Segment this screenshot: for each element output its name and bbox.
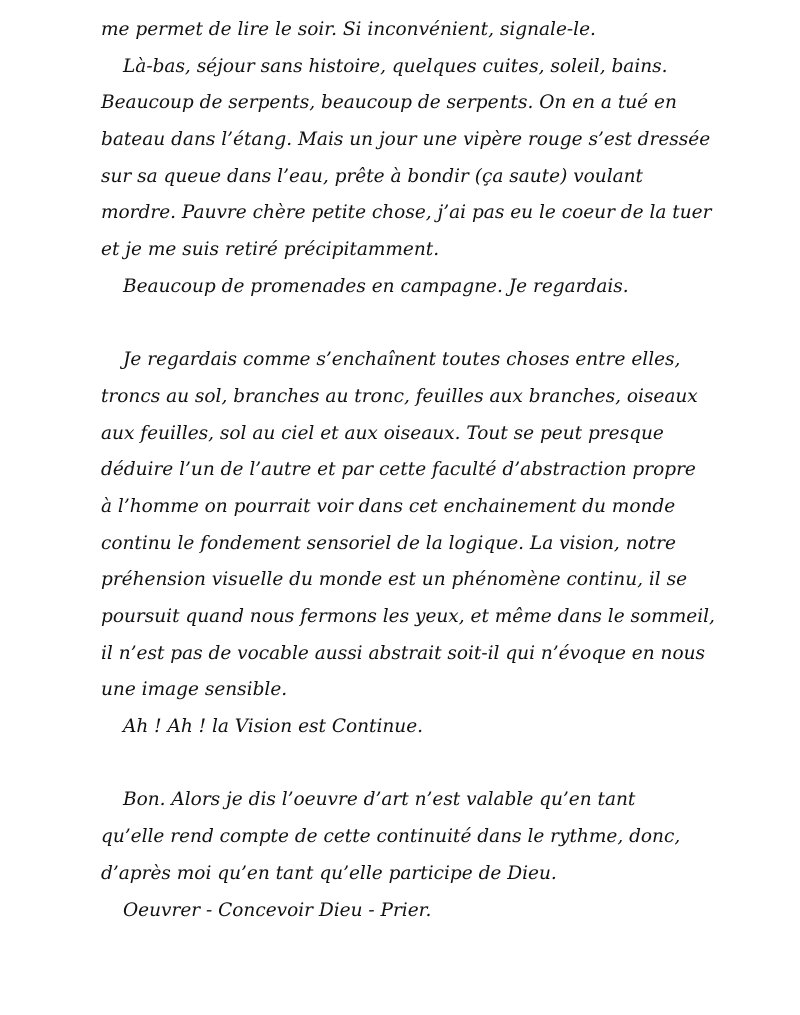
text-line: Là-bas, séjour sans histoire, quelques cuites, soleil, bains.: [123, 55, 668, 77]
text-line: et je me suis retiré précipitamment.: [101, 239, 440, 261]
text-line: à l’homme on pourrait voir dans cet enchainement du monde: [101, 495, 676, 517]
text-line: qu’elle rend compte de cette continuité dans le rythme, donc,: [101, 826, 681, 848]
text-line: mordre. Pauvre chère petite chose, j’ai pas eu le coeur de la tuer: [101, 202, 712, 224]
paragraph-2: [101, 49, 741, 269]
paragraph-1: [101, 12, 741, 49]
text-line: Ah ! Ah ! la Vision est Continue.: [123, 716, 424, 738]
paragraph-5: [101, 709, 741, 746]
text-line: d’après moi qu’en tant qu’elle participe de Dieu.: [101, 862, 557, 884]
paragraph-7: [101, 893, 741, 930]
paragraph-spacer: [101, 746, 741, 783]
paragraph-6: [101, 782, 741, 892]
text-line: me permet de lire le soir. Si inconvénient, signale-le.: [101, 19, 596, 40]
text-line: continu le fondement sensoriel de la logique. La vision, notre: [101, 532, 676, 554]
text-line: Bon. Alors je dis l’oeuvre d’art n’est valable qu’en tant: [123, 789, 636, 811]
text-line: poursuit quand nous fermons les yeux, et même dans le sommeil,: [101, 606, 715, 627]
text-line: il n’est pas de vocable aussi abstrait soit-il qui n’évoque en nous: [101, 642, 706, 664]
document-page: [101, 12, 741, 929]
text-line: troncs au sol, branches au tronc, feuilles aux branches, oiseaux: [101, 385, 698, 407]
text-line: sur sa queue dans l’eau, prête à bondir (ça saute) voulant: [101, 165, 643, 187]
text-line: Je regardais comme s’enchaînent toutes choses entre elles,: [123, 349, 681, 371]
paragraph-spacer: [101, 306, 741, 343]
text-line: Oeuvrer - Concevoir Dieu - Prier.: [123, 899, 432, 921]
paragraph-4: [101, 342, 741, 709]
paragraph-3: [101, 269, 741, 306]
text-line: Beaucoup de promenades en campagne. Je regardais.: [123, 275, 629, 297]
text-line: bateau dans l’étang. Mais un jour une vipère rouge s’est dressée: [101, 129, 711, 151]
text-line: une image sensible.: [101, 679, 288, 701]
text-line: déduire l’un de l’autre et par cette faculté d’abstraction propre: [101, 459, 696, 481]
text-line: Beaucoup de serpents, beaucoup de serpents. On en a tué en: [101, 92, 677, 114]
text-line: aux feuilles, sol au ciel et aux oiseaux. Tout se peut presque: [101, 422, 664, 444]
text-line: préhension visuelle du monde est un phénomène continu, il se: [101, 569, 688, 591]
